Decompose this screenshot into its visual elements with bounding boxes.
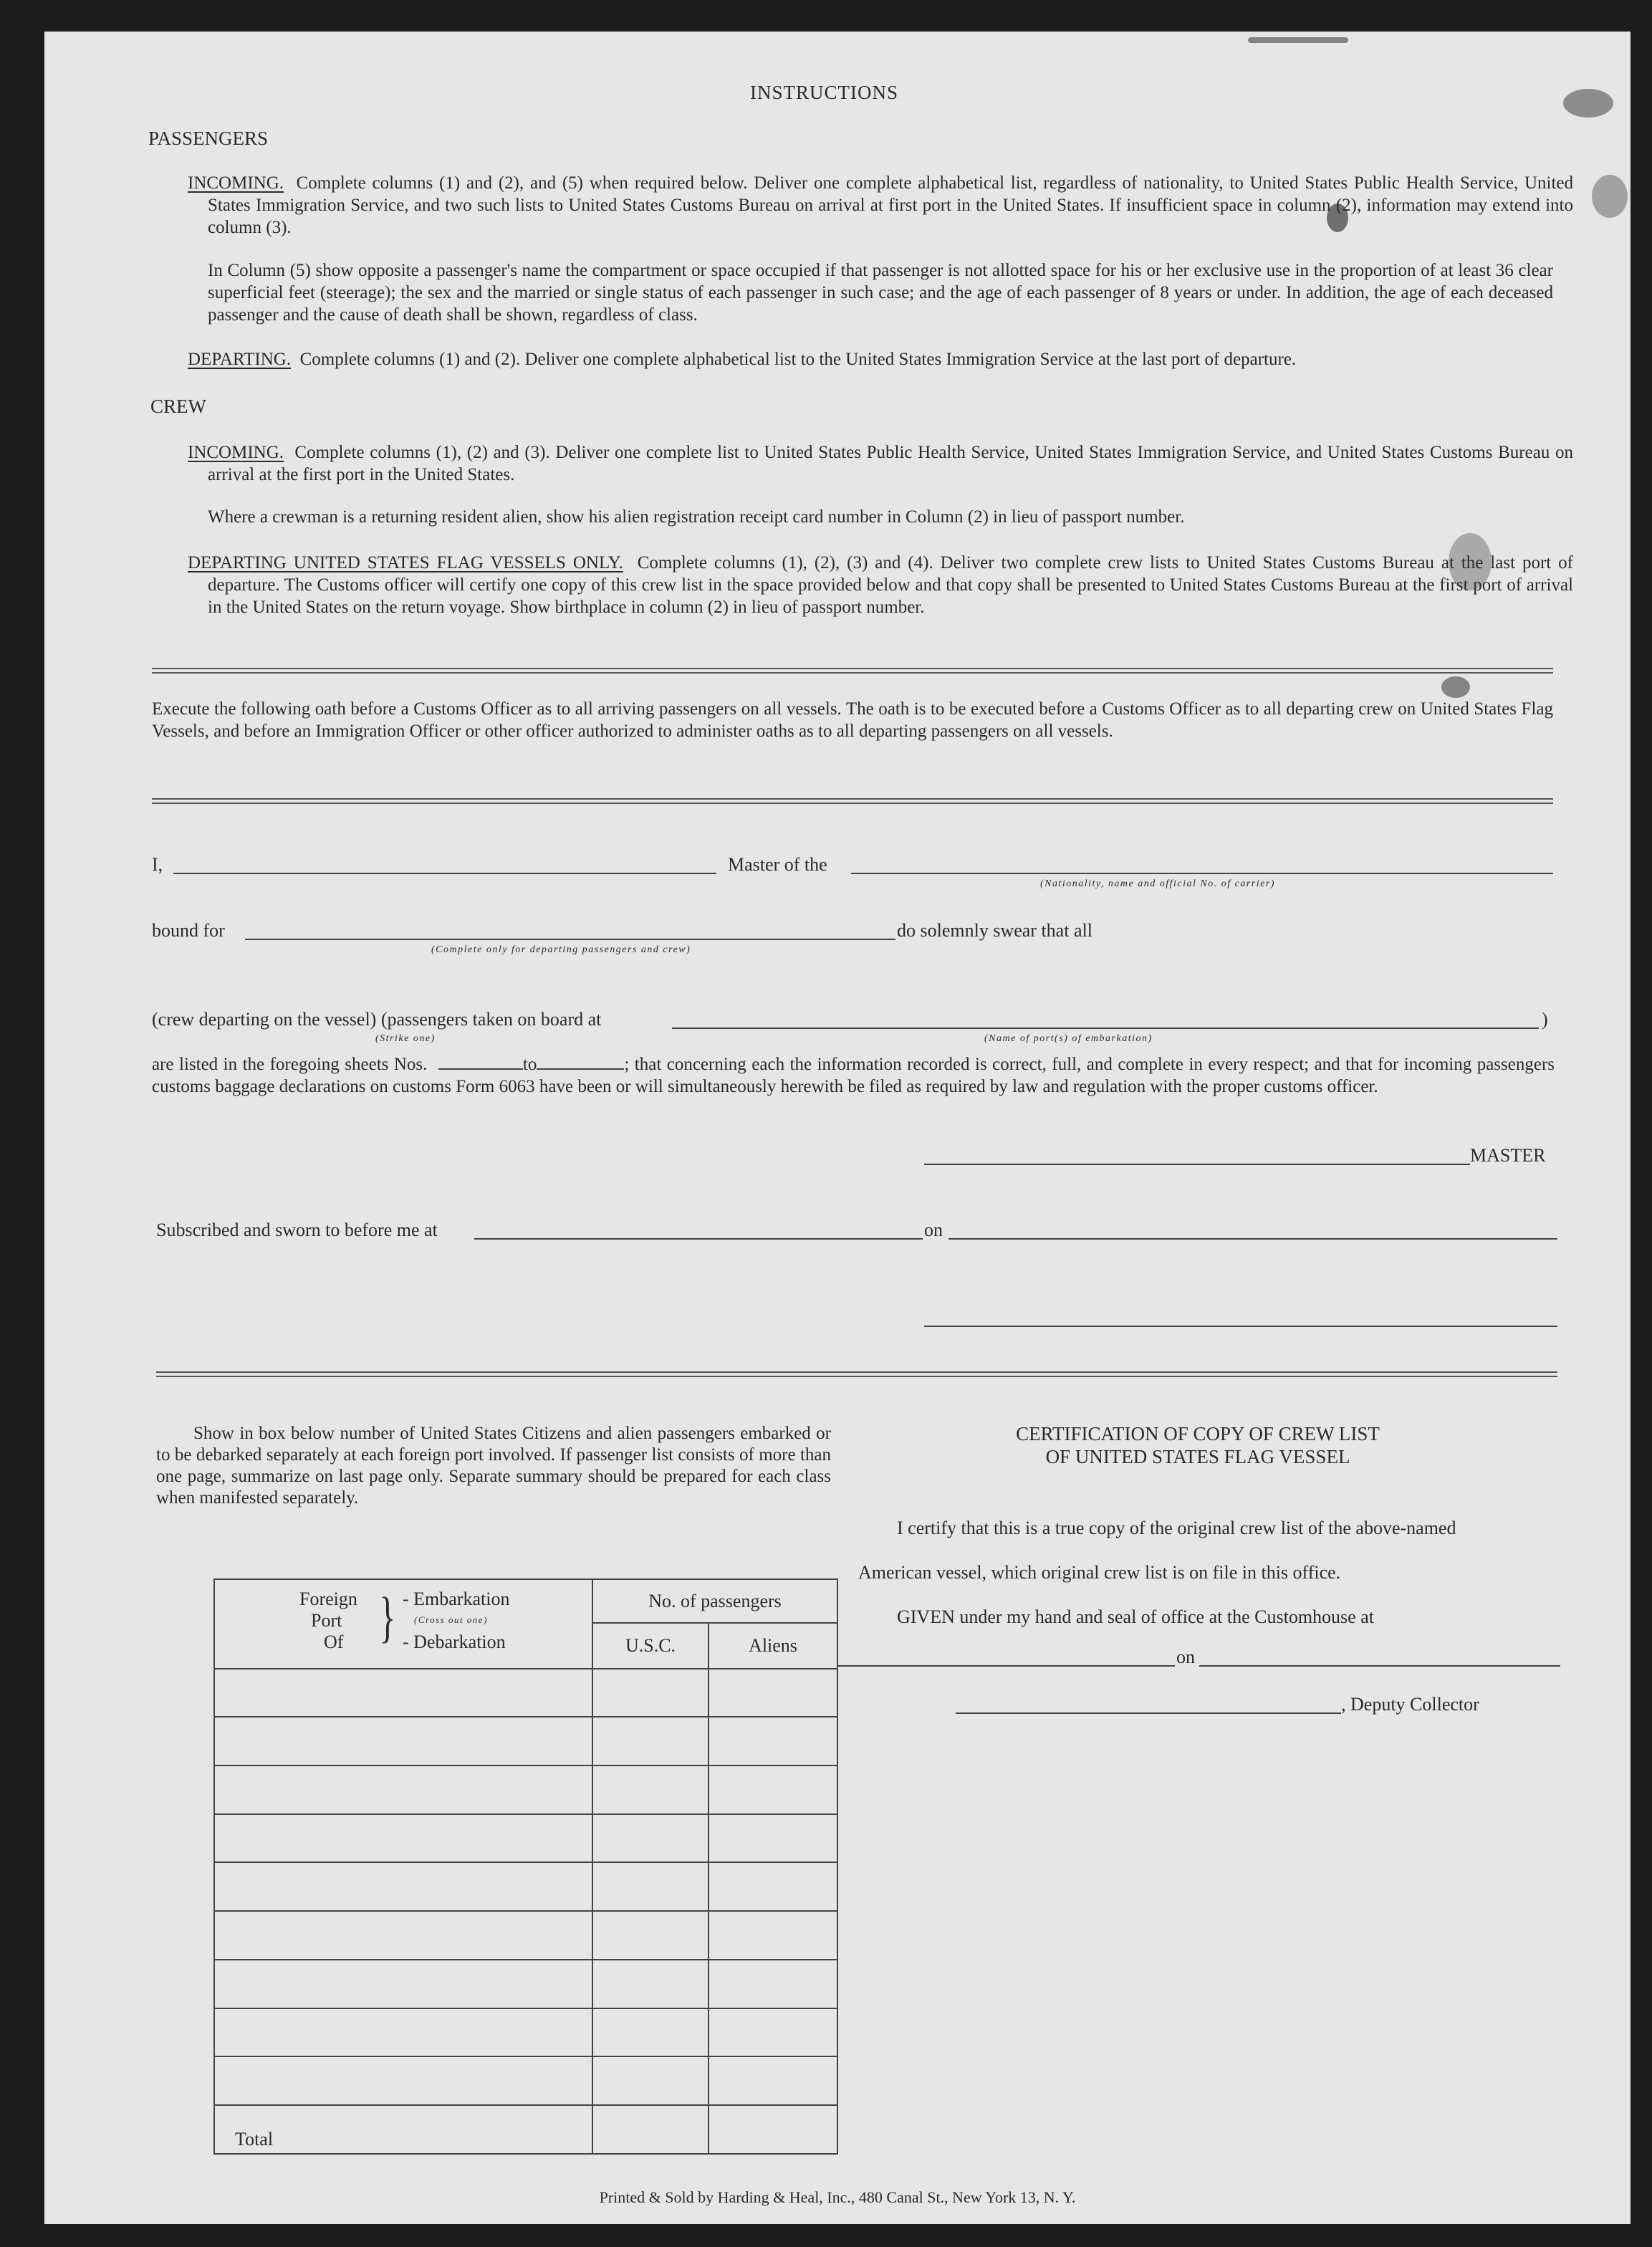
sworn-on-label: on: [924, 1220, 943, 1240]
aliens-cell[interactable]: [709, 1814, 837, 1863]
usc-cell[interactable]: [592, 1765, 709, 1814]
usc-cell[interactable]: [592, 2056, 709, 2105]
passengers-departing-text: Complete columns (1) and (2). Deliver one complete alphabetical list to the United States Immigration Service at the last port of departure.: [299, 350, 1297, 369]
summary-instructions: Show in box below number of United States Citizens and alien passengers embarked or to be debarked separately at each foreign port involved. If passenger list consists of more than one page, summarize on last page only. Separate summary should be prepared for each class when manifested separately.: [156, 1424, 831, 1508]
cross-out-caption: (Cross out one): [414, 1614, 488, 1625]
certify-line1: I certify that this is a true copy of the original crew list of the above-named: [897, 1518, 1456, 1538]
of-label: Of: [324, 1632, 344, 1652]
ink-speck: [1441, 676, 1470, 698]
master-of-the-label: Master of the: [728, 854, 827, 875]
aliens-cell[interactable]: [709, 1765, 837, 1814]
aliens-cell[interactable]: [709, 1911, 837, 1960]
form-sheet: [44, 32, 1631, 2224]
aliens-cell[interactable]: [709, 2056, 837, 2105]
crew-incoming-text: Complete columns (1), (2) and (3). Deliver one complete list to United States Public Health Service, United States Immigration Service, and United States Customs Bureau on arrival at the first port in the United States.: [208, 443, 1573, 484]
master-label: MASTER: [1470, 1145, 1546, 1166]
port-label: Port: [311, 1610, 342, 1631]
swear-label: do solemnly swear that all: [897, 920, 1092, 941]
aliens-cell[interactable]: [709, 1960, 837, 2008]
bound-for-caption: (Complete only for departing passengers and crew): [431, 944, 691, 955]
oath-divider: [152, 798, 1553, 804]
usc-cell[interactable]: [592, 1960, 709, 2008]
instructions-heading: INSTRUCTIONS: [750, 82, 899, 103]
port-cell[interactable]: [214, 1717, 592, 1765]
ink-speck: [1592, 175, 1628, 218]
usc-cell[interactable]: [592, 1669, 709, 1717]
passengers-departing-label: DEPARTING.: [188, 350, 292, 369]
usc-cell[interactable]: [592, 1911, 709, 1960]
usc-cell[interactable]: [592, 1717, 709, 1765]
crew-departing-text: Complete columns (1), (2), (3) and (4). Deliver two complete crew lists to United States Customs Bureau at the last port of departure. The Customs officer will certify one copy of this crew list in the space provided below and that copy shall be presented to United States Customs Bureau at the first port of arrival in the United States on the return voyage. Show birthplace in column (2) in lieu of passport number.: [208, 553, 1573, 617]
oath-intro-paragraph: Execute the following oath before a Customs Officer as to all arriving passengers on all vessels. The oath is to be executed before a Customs Officer as to all departing crew on United States Flag Vessels, and before an Immigration Officer or other officer authorized to administer oaths as to all departing passengers on all vessels.: [152, 699, 1553, 741]
certify-line3: GIVEN under my hand and seal of office at the Customhouse at: [897, 1606, 1374, 1627]
bound-for-label: bound for: [152, 920, 225, 941]
total-label-cell: [214, 2105, 592, 2154]
port-cell[interactable]: [214, 1862, 592, 1911]
usc-cell[interactable]: [592, 1814, 709, 1863]
passengers-incoming-label: INCOMING.: [188, 173, 284, 193]
port-cell[interactable]: [214, 1765, 592, 1814]
port-cell[interactable]: [214, 2056, 592, 2105]
summary-divider: [156, 1371, 1557, 1377]
sheets-paragraph: [152, 1053, 1555, 1098]
aliens-cell[interactable]: [709, 1669, 837, 1717]
crew-incoming-label: INCOMING.: [188, 443, 284, 462]
oath-i-label: I,: [152, 854, 163, 875]
crew-incoming-paragraph: [188, 441, 1573, 486]
certify-on-label: on: [1176, 1647, 1195, 1667]
bound-for-field[interactable]: [245, 939, 895, 940]
deputy-collector-label: , Deputy Collector: [1341, 1694, 1479, 1715]
crew-departing-label: DEPARTING UNITED STATES FLAG VESSELS ONLY.: [188, 553, 623, 572]
embarkation-label: - Embarkation: [403, 1589, 510, 1609]
passengers-title: PASSENGERS: [148, 128, 269, 149]
section-divider: [152, 668, 1553, 674]
carrier-field[interactable]: [851, 873, 1553, 874]
certify-date-field[interactable]: [1199, 1665, 1560, 1667]
certification-title-line1: CERTIFICATION OF COPY OF CREW LIST: [1016, 1423, 1380, 1444]
port-cell[interactable]: [214, 1669, 592, 1717]
ports-caption: (Name of port(s) of embarkation): [984, 1033, 1153, 1044]
passengers-column5-paragraph: In Column (5) show opposite a passenger's name the compartment or space occupied if that passenger is not allotted space for his or her exclusive use in the proportion of at least 36 clear superficial feet (steerage); the sex and the married or single status of each passenger in such case; and the age of each passenger of 8 years or under. In addition, the age of each deceased passenger and the cause of death shall be shown, regardless of class.: [208, 261, 1553, 325]
usc-cell[interactable]: [592, 1862, 709, 1911]
passengers-departing-paragraph: [188, 348, 1553, 370]
usc-total-cell[interactable]: [592, 2105, 709, 2154]
usc-header: U.S.C.: [592, 1623, 709, 1668]
subscribed-label: Subscribed and sworn to before me at: [156, 1220, 438, 1240]
passenger-summary-table: [213, 1578, 838, 2155]
usc-cell[interactable]: [592, 2008, 709, 2057]
certify-line2: American vessel, which original crew list is on file in this office.: [858, 1562, 1341, 1583]
sheets-label: are listed in the foregoing sheets Nos.: [152, 1055, 428, 1074]
port-cell[interactable]: [214, 1911, 592, 1960]
port-header-cell: [214, 1579, 592, 1669]
master-signature-field[interactable]: [924, 1164, 1470, 1165]
sheet-to-field[interactable]: [537, 1055, 624, 1070]
crew-departing-paragraph: [188, 552, 1573, 618]
strike-one-caption: (Strike one): [375, 1033, 436, 1044]
deputy-collector-signature-field[interactable]: [956, 1712, 1341, 1714]
ink-speck: [1248, 37, 1348, 43]
passengers-incoming-paragraph: [188, 172, 1573, 239]
crew-title: CREW: [150, 396, 206, 417]
aliens-header: Aliens: [709, 1623, 837, 1668]
sworn-date-field[interactable]: [949, 1238, 1557, 1240]
carrier-caption: (Nationality, name and official No. of carrier): [1040, 878, 1275, 889]
aliens-cell[interactable]: [709, 1862, 837, 1911]
printer-footer: Printed & Sold by Harding & Heal, Inc., 480 Canal St., New York 13, N. Y.: [599, 2188, 1076, 2206]
master-name-field[interactable]: [173, 873, 716, 874]
ink-speck: [1563, 89, 1613, 118]
crew-resident-paragraph: Where a crewman is a returning resident alien, show his alien registration receipt card number in Column (2) in lieu of passport number.: [208, 507, 1185, 527]
port-cell[interactable]: [214, 2008, 592, 2057]
total-label: Total: [235, 2129, 274, 2150]
port-cell[interactable]: [214, 1814, 592, 1863]
foreign-label: Foreign: [299, 1589, 357, 1609]
sworn-place-field[interactable]: [474, 1238, 923, 1240]
sheets-certify-text: ; that concerning each the information recorded is correct, full, and complete in every respect; and that for incoming passengers customs baggage declarations on customs Form 6063 have been or will simultaneously herewith be filed as required by law and regulation with the proper customs officer.: [152, 1055, 1555, 1096]
port-cell[interactable]: [214, 1960, 592, 2008]
officer-signature-field[interactable]: [924, 1326, 1557, 1327]
embarkation-ports-field[interactable]: [672, 1027, 1539, 1029]
no-passengers-header: No. of passengers: [592, 1579, 837, 1623]
sheets-to-label: to: [522, 1055, 537, 1074]
debarkation-label: - Debarkation: [403, 1632, 506, 1652]
aliens-total-cell[interactable]: [709, 2105, 837, 2154]
crew-departing-label: (crew departing on the vessel) (passengers taken on board at: [152, 1009, 602, 1030]
sheet-from-field[interactable]: [438, 1055, 523, 1070]
certification-title-line2: OF UNITED STATES FLAG VESSEL: [1045, 1446, 1350, 1467]
certify-place-field[interactable]: [838, 1665, 1175, 1667]
brace-icon: }: [379, 1586, 395, 1648]
close-paren: ): [1542, 1009, 1548, 1030]
aliens-cell[interactable]: [709, 1717, 837, 1765]
passengers-incoming-text: Complete columns (1) and (2), and (5) when required below. Deliver one complete alphabetical list, regardless of nationality, to United States Public Health Service, United States Immigration Service, and two such lists to United States Customs Bureau on arrival at first port in the United States. If insufficient space in column (2), information may extend into column (3).: [208, 173, 1574, 237]
aliens-cell[interactable]: [709, 2008, 837, 2057]
